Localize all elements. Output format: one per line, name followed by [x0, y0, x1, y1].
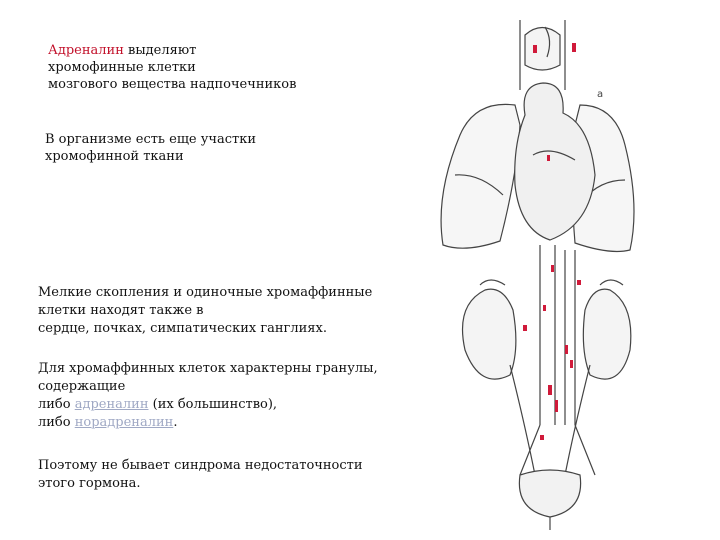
- text-block-small-clusters: [38, 284, 418, 338]
- term-adrenaline: Адреналин: [48, 43, 124, 58]
- text-fragment: (их большинство),: [148, 397, 278, 412]
- text-block-chromaffin-areas: [45, 131, 345, 165]
- text-line: содержащие: [38, 379, 126, 394]
- left-lung: [441, 104, 520, 248]
- link-adrenaline[interactable]: адреналин: [74, 397, 149, 412]
- anatomy-illustration: [425, 5, 645, 535]
- adrenal-glands: [480, 280, 623, 285]
- vena-cava-outline: [565, 250, 575, 425]
- text-line: мозгового вещества надпочечников: [48, 77, 297, 92]
- text-line: [38, 396, 418, 414]
- text-line: хромофинные клетки: [48, 60, 196, 75]
- text-line: Поэтому не бывает синдрома недостаточности: [38, 458, 363, 473]
- text-line: клетки находят также в: [38, 303, 204, 318]
- text-line: В организме есть еще участки: [45, 132, 256, 147]
- text-line: хромофинной ткани: [45, 149, 184, 164]
- thyroid-shape: [525, 28, 560, 71]
- text-line: Для хромаффинных клеток характерны гранулы,: [38, 361, 378, 376]
- ureters: [510, 365, 590, 475]
- text-fragment: либо: [38, 415, 75, 430]
- link-noradrenaline[interactable]: норадреналин: [74, 415, 174, 430]
- left-kidney: [463, 289, 516, 379]
- iliac-vessels: [520, 425, 595, 475]
- illustration-label-a: a: [597, 89, 604, 100]
- text-block-granules: [38, 360, 418, 432]
- text-line: [48, 42, 348, 59]
- text-line: Мелкие скопления и одиночные хромаффинные: [38, 285, 373, 300]
- text-block-conclusion: [38, 457, 418, 493]
- text-block-adrenaline-source: [48, 42, 348, 93]
- text-fragment: либо: [38, 397, 75, 412]
- anatomy-drawing: [425, 5, 645, 535]
- text-fragment: выделяют: [123, 43, 197, 58]
- bladder: [519, 470, 580, 517]
- text-line: сердце, почках, симпатических ганглиях.: [38, 321, 327, 336]
- text-line: [38, 414, 418, 432]
- text-fragment: .: [173, 415, 178, 430]
- text-line: этого гормона.: [38, 476, 141, 491]
